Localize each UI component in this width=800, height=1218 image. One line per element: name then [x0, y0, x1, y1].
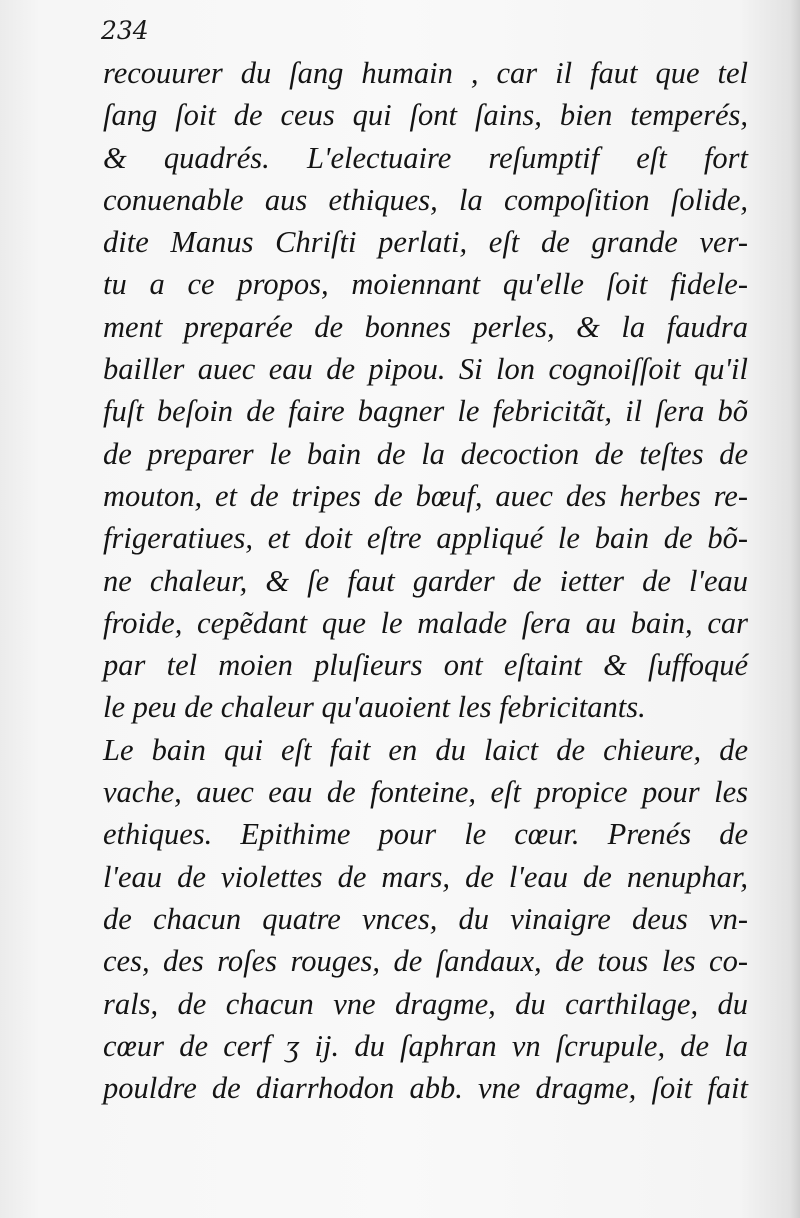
- text-line: conuenable aus ethiques, la compoſition ſolide,: [103, 182, 748, 217]
- text-line: ſang ſoit de ceus qui ſont ſains, bien temperés,: [103, 98, 748, 133]
- text-line: le peu de chaleur qu'auoient les febricitants.: [103, 690, 646, 725]
- text-line: ne chaleur, & ſe faut garder de ietter de l'eau: [103, 563, 748, 598]
- text-line: ethiques. Epithime pour le cœur. Prenés de: [103, 817, 748, 852]
- text-line: frigeratiues, et doit eſtre appliqué le bain de bõ-: [103, 521, 748, 556]
- text-line: fuſt beſoin de faire bagner le febricitãt, il ſera bõ: [103, 394, 748, 429]
- text-line: cœur de cerf ʒ ij. du ſaphran vn ſcrupule, de la: [103, 1028, 748, 1063]
- text-line: ces, des roſes rouges, de ſandaux, de tous les co-: [103, 944, 748, 979]
- body-text: [103, 52, 748, 1109]
- page-number: 234: [101, 16, 149, 45]
- text-line: tu a ce propos, moiennant qu'elle ſoit fidele-: [103, 267, 748, 302]
- text-line: rals, de chacun vne dragme, du carthilage, du: [103, 986, 748, 1021]
- text-line: pouldre de diarrhodon abb. vne dragme, ſoit fait: [103, 1071, 748, 1106]
- text-line: recouurer du ſang humain , car il faut que tel: [103, 56, 748, 90]
- text-line: vache, auec eau de fonteine, eſt propice pour les: [103, 775, 748, 810]
- text-line: mouton, et de tripes de bœuf, auec des herbes re-: [103, 478, 748, 513]
- text-line: bailler auec eau de pipou. Si lon cognoiſſoit qu'il: [103, 352, 748, 387]
- text-line: par tel moien pluſieurs ont eſtaint & ſuffoqué: [103, 648, 748, 683]
- text-line: froide, cepẽdant que le malade ſera au bain, car: [103, 605, 748, 640]
- text-line: dite Manus Chriſti perlati, eſt de grande ver-: [103, 225, 748, 260]
- text-line: ment preparée de bonnes perles, & la faudra: [103, 309, 748, 344]
- text-line: de chacun quatre vnces, du vinaigre deus vn-: [103, 901, 748, 936]
- text-line: de preparer le bain de la decoction de teſtes de: [103, 436, 748, 471]
- text-line: Le bain qui eſt fait en du laict de chieure, de: [103, 732, 748, 767]
- text-line: & quadrés. L'electuaire reſumptif eſt fort: [103, 140, 748, 175]
- text-line: l'eau de violettes de mars, de l'eau de nenuphar,: [103, 859, 748, 894]
